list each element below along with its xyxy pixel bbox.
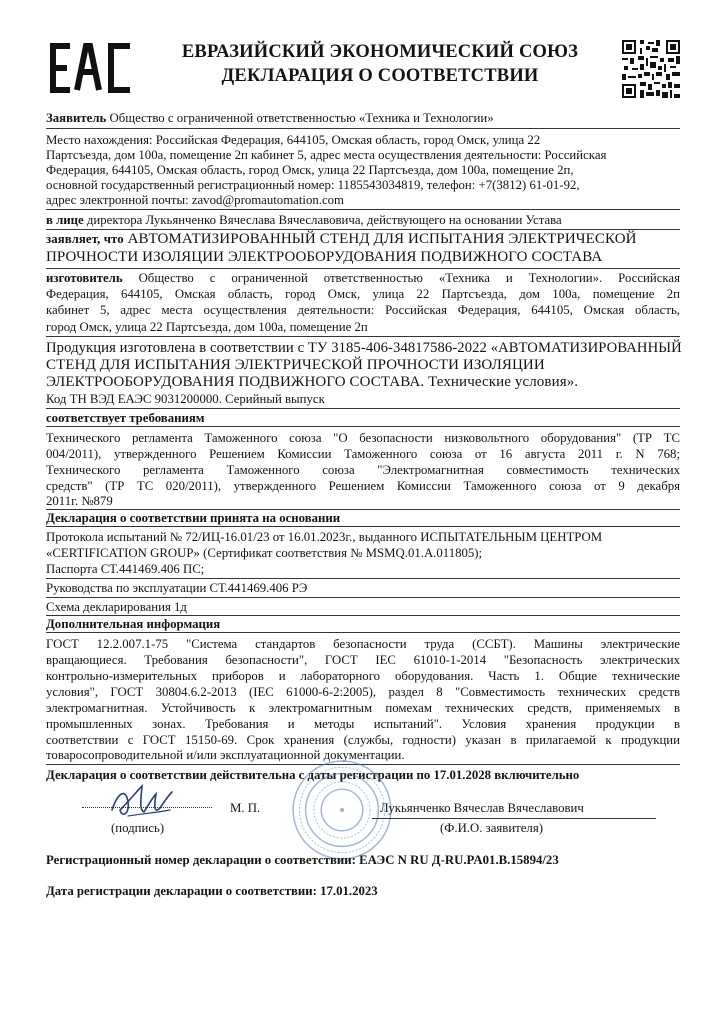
signature-caption: (подпись) xyxy=(111,821,165,835)
additional-line: электромагнитная. Устойчивость к электромагнитным помехам технических средств, применяемых в xyxy=(46,701,680,715)
additional-line: товаросопроводительной и/или эксплуатационной документации. xyxy=(46,748,405,762)
divider xyxy=(46,526,680,527)
qr-code-icon xyxy=(622,40,680,98)
basis-line: Протокола испытаний № 72/ИЦ-16.01/23 от 16.01.2023г., выданного ИСПЫТАТЕЛЬНЫМ ЦЕНТРОМ xyxy=(46,530,603,544)
validity-line: Декларация о соответствии действительна с даты регистрации по 17.01.2028 включительно xyxy=(46,768,580,782)
regulation-line: Технического регламента Таможенного союза "Электромагнитная совместимость технических xyxy=(46,463,680,477)
product-name: АВТОМАТИЗИРОВАННЫЙ СТЕНД ДЛЯ ИСПЫТАНИЯ ЭЛЕКТРИЧЕСКОЙ xyxy=(123,231,637,247)
representative-label: в лице xyxy=(46,213,84,227)
registration-number: Регистрационный номер декларации о соответствии: ЕАЭС N RU Д-RU.PA01.B.15894/23 xyxy=(46,853,559,867)
representative-name: директора Лукьянченко Вячеслава Вячеславовича, действующего на основании Устава xyxy=(83,213,562,227)
eac-logo xyxy=(48,42,134,94)
applicant-line xyxy=(46,111,494,125)
product-spec-line: ЭЛЕКТРООБОРУДОВАНИЯ ПОДВИЖНОГО СОСТАВА. Технические условия». xyxy=(46,374,579,390)
divider xyxy=(46,128,680,129)
additional-line: контрольно-измерительных приборов и лабораторного оборудования. Часть 1. Общие технические xyxy=(46,669,680,683)
declares-line xyxy=(46,232,637,246)
additional-line: ГОСТ 12.2.007.1-75 "Система стандартов безопасности труда (ССБТ). Машины электрические xyxy=(46,637,680,651)
regulation-line: 2011г. №879 xyxy=(46,494,113,508)
signature-line xyxy=(82,807,212,808)
divider xyxy=(46,408,680,409)
basis-line: Паспорта СТ.441469.406 ПС; xyxy=(46,562,205,576)
basis-heading: Декларация о соответствии принята на основании xyxy=(46,511,341,525)
basis-line: «CERTIFICATION GROUP» (Сертификат соответствия № MSMQ.01.A.011805); xyxy=(46,546,483,560)
regulation-line: 004/2011), утвержденного Решением Комиссии Таможенного союза от 16 августа 2011 г. N 768; xyxy=(46,447,680,461)
address-line: адрес электронной почты: zavod@promautomation.com xyxy=(46,193,344,207)
declares-label: заявляет, что xyxy=(46,232,124,246)
address-line: Партсъезда, дом 100а, помещение 2п кабинет 5, адрес места осуществления деятельности: Российская xyxy=(46,148,607,162)
applicant-name: Общество с ограниченной ответственностью «Техника и Технологии» xyxy=(106,111,494,125)
complies-heading: соответствует требованиям xyxy=(46,411,205,425)
signer-name: Лукьянченко Вячеслав Вячеславович xyxy=(380,801,584,815)
additional-line: вращающиеся. Требования безопасности", ГОСТ IEC 61010-1-2014 "Безопасность электрических xyxy=(46,653,680,667)
handwritten-signature xyxy=(108,780,176,824)
manufacturer-label: изготовитель xyxy=(46,271,123,285)
manufacturer-line xyxy=(46,270,680,286)
divider xyxy=(46,632,680,633)
basis-line: Руководства по эксплуатации СТ.441469.406 РЭ xyxy=(46,581,308,595)
manufacturer-name: Общество с ограниченной ответственностью «Техника и Технологии». Российская xyxy=(122,271,680,285)
divider xyxy=(46,336,680,337)
registration-date: Дата регистрации декларации о соответствии: 17.01.2023 xyxy=(46,884,378,898)
hs-code-line: Код ТН ВЭД ЕАЭС 9031200000. Серийный выпуск xyxy=(46,392,325,406)
divider xyxy=(46,229,680,230)
additional-line: промышленных зонах. Требования и методы испытаний". Условия хранения продукции в xyxy=(46,717,680,731)
additional-line: условия", ГОСТ 30804.6.2-2013 (IEC 61000-6-2:2005), раздел 8 "Совместимость технических средств xyxy=(46,685,680,699)
divider xyxy=(46,209,680,210)
divider xyxy=(46,615,680,616)
regulation-line: средств" (ТР ТС 020/2011), утвержденного Решением Комиссии Таможенного союза от 9 декабря xyxy=(46,479,680,493)
basis-line: Схема декларирования 1д xyxy=(46,600,187,614)
seal-mark: М. П. xyxy=(230,801,261,815)
title-declaration: ДЕКЛАРАЦИЯ О СООТВЕТСТВИИ xyxy=(221,66,539,86)
company-seal-stamp xyxy=(290,758,394,862)
divider xyxy=(46,268,680,269)
representative-line xyxy=(46,213,562,227)
additional-heading: Дополнительная информация xyxy=(46,617,221,631)
divider xyxy=(46,578,680,579)
regulation-line: Технического регламента Таможенного союза "О безопасности низковольтного оборудования" (ТР ТС xyxy=(46,431,680,445)
title-union: ЕВРАЗИЙСКИЙ ЭКОНОМИЧЕСКИЙ СОЮЗ xyxy=(181,42,579,62)
manufacturer-address: город Омск, улица 22 Партсъезда, дом 100а, помещение 2п xyxy=(46,320,368,334)
product-name: ПРОЧНОСТИ ИЗОЛЯЦИИ ЭЛЕКТРООБОРУДОВАНИЯ ПОДВИЖНОГО СОСТАВА xyxy=(46,249,603,265)
divider xyxy=(46,509,680,510)
additional-line: соответствии с ГОСТ 15150-69. Срок хранения (службы, годности) указан в прилагаемой к продукции xyxy=(46,733,680,747)
name-caption: (Ф.И.О. заявителя) xyxy=(440,821,543,835)
manufacturer-address: Федерация, 644105, Омская область, город Омск, улица 22 Партсъезда, дом 100а, помещение 2п xyxy=(46,287,680,301)
name-line xyxy=(372,818,656,819)
divider xyxy=(46,426,680,427)
document-title xyxy=(150,40,610,88)
product-spec-line: СТЕНД ДЛЯ ИСПЫТАНИЯ ЭЛЕКТРИЧЕСКОЙ ПРОЧНОСТИ ИЗОЛЯЦИИ xyxy=(46,357,545,373)
product-spec-line: Продукция изготовлена в соответствии с ТУ 3185-406-34817586-2022 «АВТОМАТИЗИРОВАННЫЙ xyxy=(46,340,682,356)
address-line: Федерация, 644105, Омская область, город Омск, улица 22 Партсъезда, дом 100а, помещение 2п, xyxy=(46,163,574,177)
address-line: основной государственный регистрационный номер: 1185543034819, телефон: +7(3812) 61-01-92, xyxy=(46,178,580,192)
divider xyxy=(46,597,680,598)
manufacturer-address: кабинет 5, адрес места осуществления деятельности: Российская Федерация, 644105, Омская область, xyxy=(46,303,680,317)
applicant-label: Заявитель xyxy=(46,111,107,125)
address-line: Место нахождения: Российская Федерация, 644105, Омская область, город Омск, улица 22 xyxy=(46,133,541,147)
